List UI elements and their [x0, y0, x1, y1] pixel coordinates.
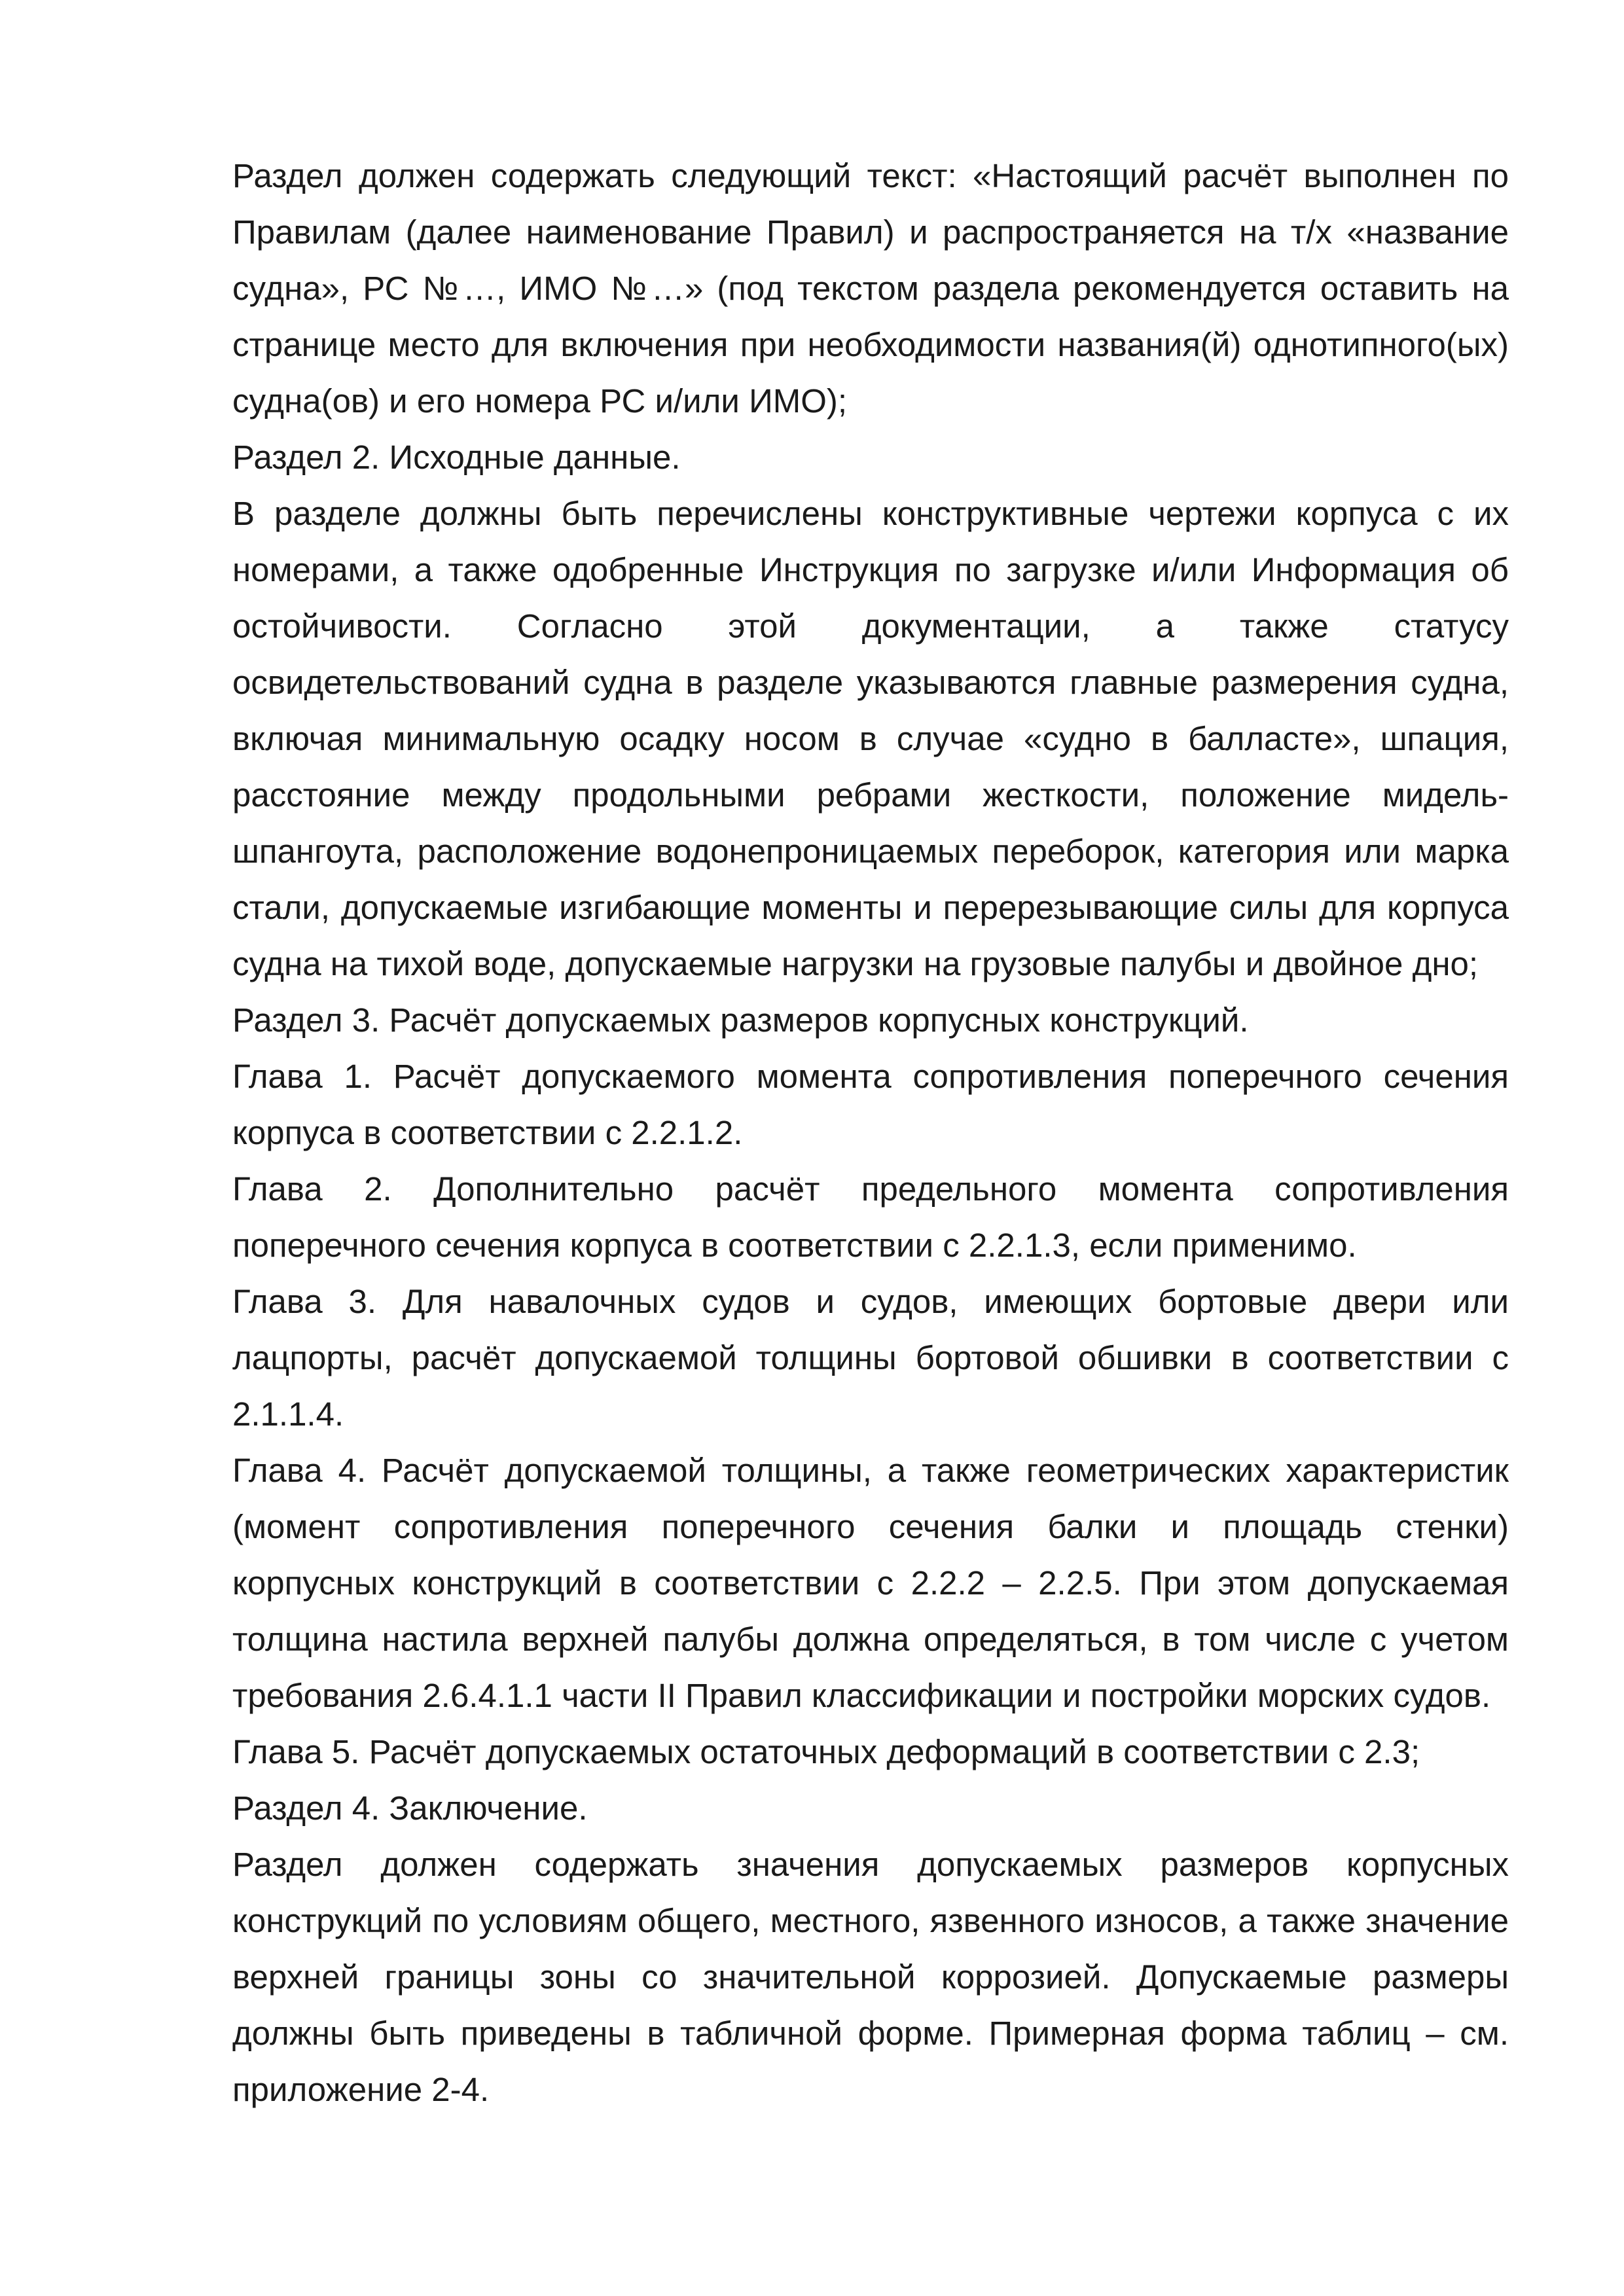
- section-2-text: В разделе должны быть перечислены конструктивные чертежи корпуса с их номерами, а также одобренные Инструкция по загрузке и/или Информация об остойчивости. Согласно этой документации, а также статусу освидетельствований судна в разделе указываются главные размерения судна, включая минимальную осадку носом в случае «судно в балласте», шпация, расстояние между продольными ребрами жесткости, положение мидель-шпангоута, расположение водонепроницаемых переборок, категория или марка стали, допускаемые изгибающие моменты и перерезывающие силы для корпуса судна на тихой воде, допускаемые нагрузки на грузовые палубы и двойное дно;: [232, 495, 1509, 982]
- section-4-text: Раздел должен содержать значения допускаемых размеров корпусных конструкций по условиям общего, местного, язвенного износов, а также значение верхней границы зоны со значительной коррозией. Допускаемые размеры должны быть приведены в табличной форме. Примерная форма таблиц – см. приложение 2-4.: [232, 1846, 1509, 2108]
- section-4-heading: Раздел 4. Заключение.: [232, 1789, 588, 1827]
- chapter-3-text: Глава 3. Для навалочных судов и судов, имеющих бортовые двери или лацпорты, расчёт допускаемой толщины бортовой обшивки в соответствии с 2.1.1.4.: [232, 1283, 1509, 1433]
- section-1-text: Раздел должен содержать следующий текст: «Настоящий расчёт выполнен по Правилам (далее наименование Правил) и распространяется на т/х «название судна», РС №…, ИМО №…» (под текстом раздела рекомендуется оставить на странице место для включения при необходимости названия(й) однотипного(ых) судна(ов) и его номера РС и/или ИМО);: [232, 157, 1509, 420]
- chapter-5-text: Глава 5. Расчёт допускаемых остаточных деформаций в соответствии с 2.3;: [232, 1733, 1420, 1770]
- section-3-heading: Раздел 3. Расчёт допускаемых размеров корпусных конструкций.: [232, 1001, 1249, 1039]
- chapter-1-text: Глава 1. Расчёт допускаемого момента сопротивления поперечного сечения корпуса в соответствии с 2.2.1.2.: [232, 1058, 1509, 1151]
- chapter-2-text: Глава 2. Дополнительно расчёт предельного момента сопротивления поперечного сечения корпуса в соответствии с 2.2.1.3, если применимо.: [232, 1170, 1509, 1264]
- chapter-4-text: Глава 4. Расчёт допускаемой толщины, а также геометрических характеристик (момент сопротивления поперечного сечения балки и площадь стенки) корпусных конструкций в соответствии с 2.2.2 – 2.2.5. При этом допускаемая толщина настила верхней палубы должна определяться, в том числе с учетом требования 2.6.4.1.1 части II Правил классификации и постройки морских судов.: [232, 1452, 1509, 1714]
- document-body: [232, 148, 1509, 2118]
- section-2-heading: Раздел 2. Исходные данные.: [232, 439, 681, 476]
